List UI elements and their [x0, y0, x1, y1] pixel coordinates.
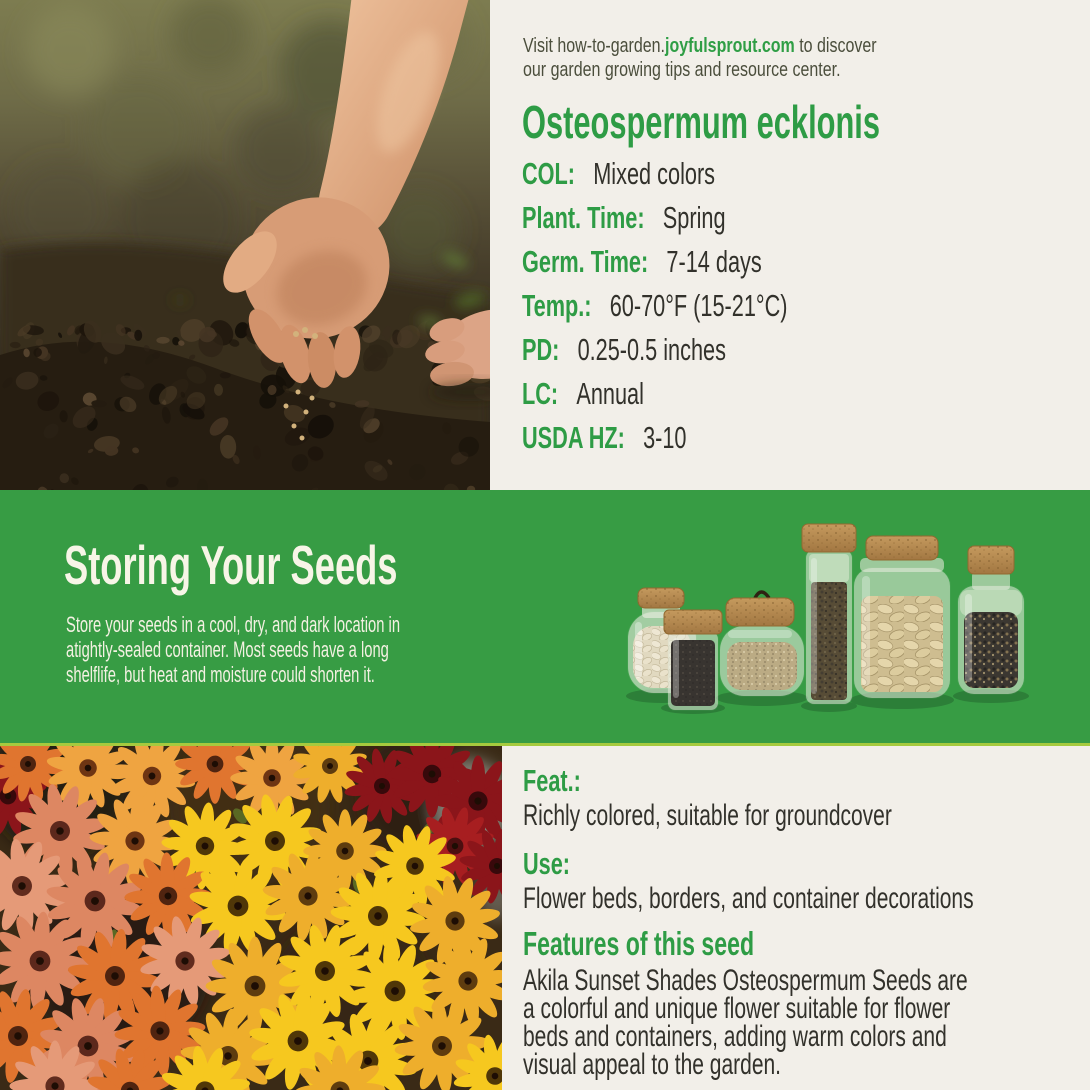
storing-title: Storing Your Seeds — [64, 534, 398, 596]
sowing-hand-photo — [0, 0, 490, 490]
spec-label: PD: — [522, 332, 560, 367]
seed-jars-photo — [618, 496, 1088, 721]
use-label: Use: — [523, 846, 571, 881]
spec-label: Plant. Time: — [522, 200, 645, 235]
promo-note — [523, 34, 965, 82]
storing-line: shelflife, but heat and moisture could shorten it. — [66, 662, 375, 687]
spec-value: 7-14 days — [666, 244, 762, 279]
spec-label: COL: — [522, 156, 576, 191]
jar-tall-herbs — [802, 524, 856, 704]
promo-prefix: Visit how-to-garden. — [523, 35, 665, 57]
spec-value: 3-10 — [643, 420, 687, 455]
spec-row-planting-depth — [522, 334, 787, 365]
use-value: Flower beds, borders, and container decorations — [523, 882, 974, 915]
storing-line: atightly-sealed container. Most seeds have a long — [66, 637, 389, 662]
spec-value: 60-70°F (15-21°C) — [609, 288, 788, 323]
features-title: Features of this seed — [523, 925, 755, 962]
spec-value: 0.25-0.5 inches — [577, 332, 726, 367]
spec-list — [522, 158, 901, 466]
spec-label: Germ. Time: — [522, 244, 649, 279]
spec-value: Annual — [576, 376, 644, 411]
promo-suffix: to discover — [794, 35, 877, 57]
spec-value: Mixed colors — [593, 156, 716, 191]
spec-row-plant-time — [522, 202, 787, 233]
spec-row-color — [522, 158, 787, 189]
promo-line-1 — [523, 34, 877, 58]
storing-banner — [0, 490, 1090, 746]
spec-row-usda-zone — [522, 422, 787, 453]
spec-row-germ-time — [522, 246, 787, 277]
product-title: Osteospermum ecklonis — [522, 96, 880, 148]
osteospermum-flowers-photo — [0, 746, 502, 1090]
features-line: a colorful and unique flower suitable for flower — [523, 992, 951, 1025]
feat-label: Feat.: — [523, 763, 581, 798]
spec-label: LC: — [522, 376, 559, 411]
promo-line-2: our garden growing tips and resource center. — [523, 59, 841, 81]
promo-site-link[interactable]: joyfulsprout.com — [665, 35, 795, 57]
jar-pumpkin-seeds — [854, 536, 950, 698]
storing-body — [66, 612, 565, 687]
storing-line: Store your seeds in a cool, dry, and dark location in — [66, 612, 401, 637]
jar-sand-seeds — [720, 592, 804, 696]
features-paragraph — [523, 964, 1088, 1081]
details-panel — [523, 746, 1088, 1079]
feat-value: Richly colored, suitable for groundcover — [523, 799, 892, 832]
spec-row-temp — [522, 290, 787, 321]
features-line: Akila Sunset Shades Osteospermum Seeds are — [523, 964, 968, 997]
spec-label: Temp.: — [522, 288, 592, 323]
spec-label: USDA HZ: — [522, 420, 625, 455]
features-line: beds and containers, adding warm colors and — [523, 1020, 947, 1053]
features-line: visual appeal to the garden. — [523, 1048, 782, 1081]
jar-mixed-seeds — [958, 546, 1024, 694]
spec-row-life-cycle — [522, 378, 787, 409]
jar-black-seeds — [664, 610, 722, 710]
spec-value: Spring — [662, 200, 726, 235]
